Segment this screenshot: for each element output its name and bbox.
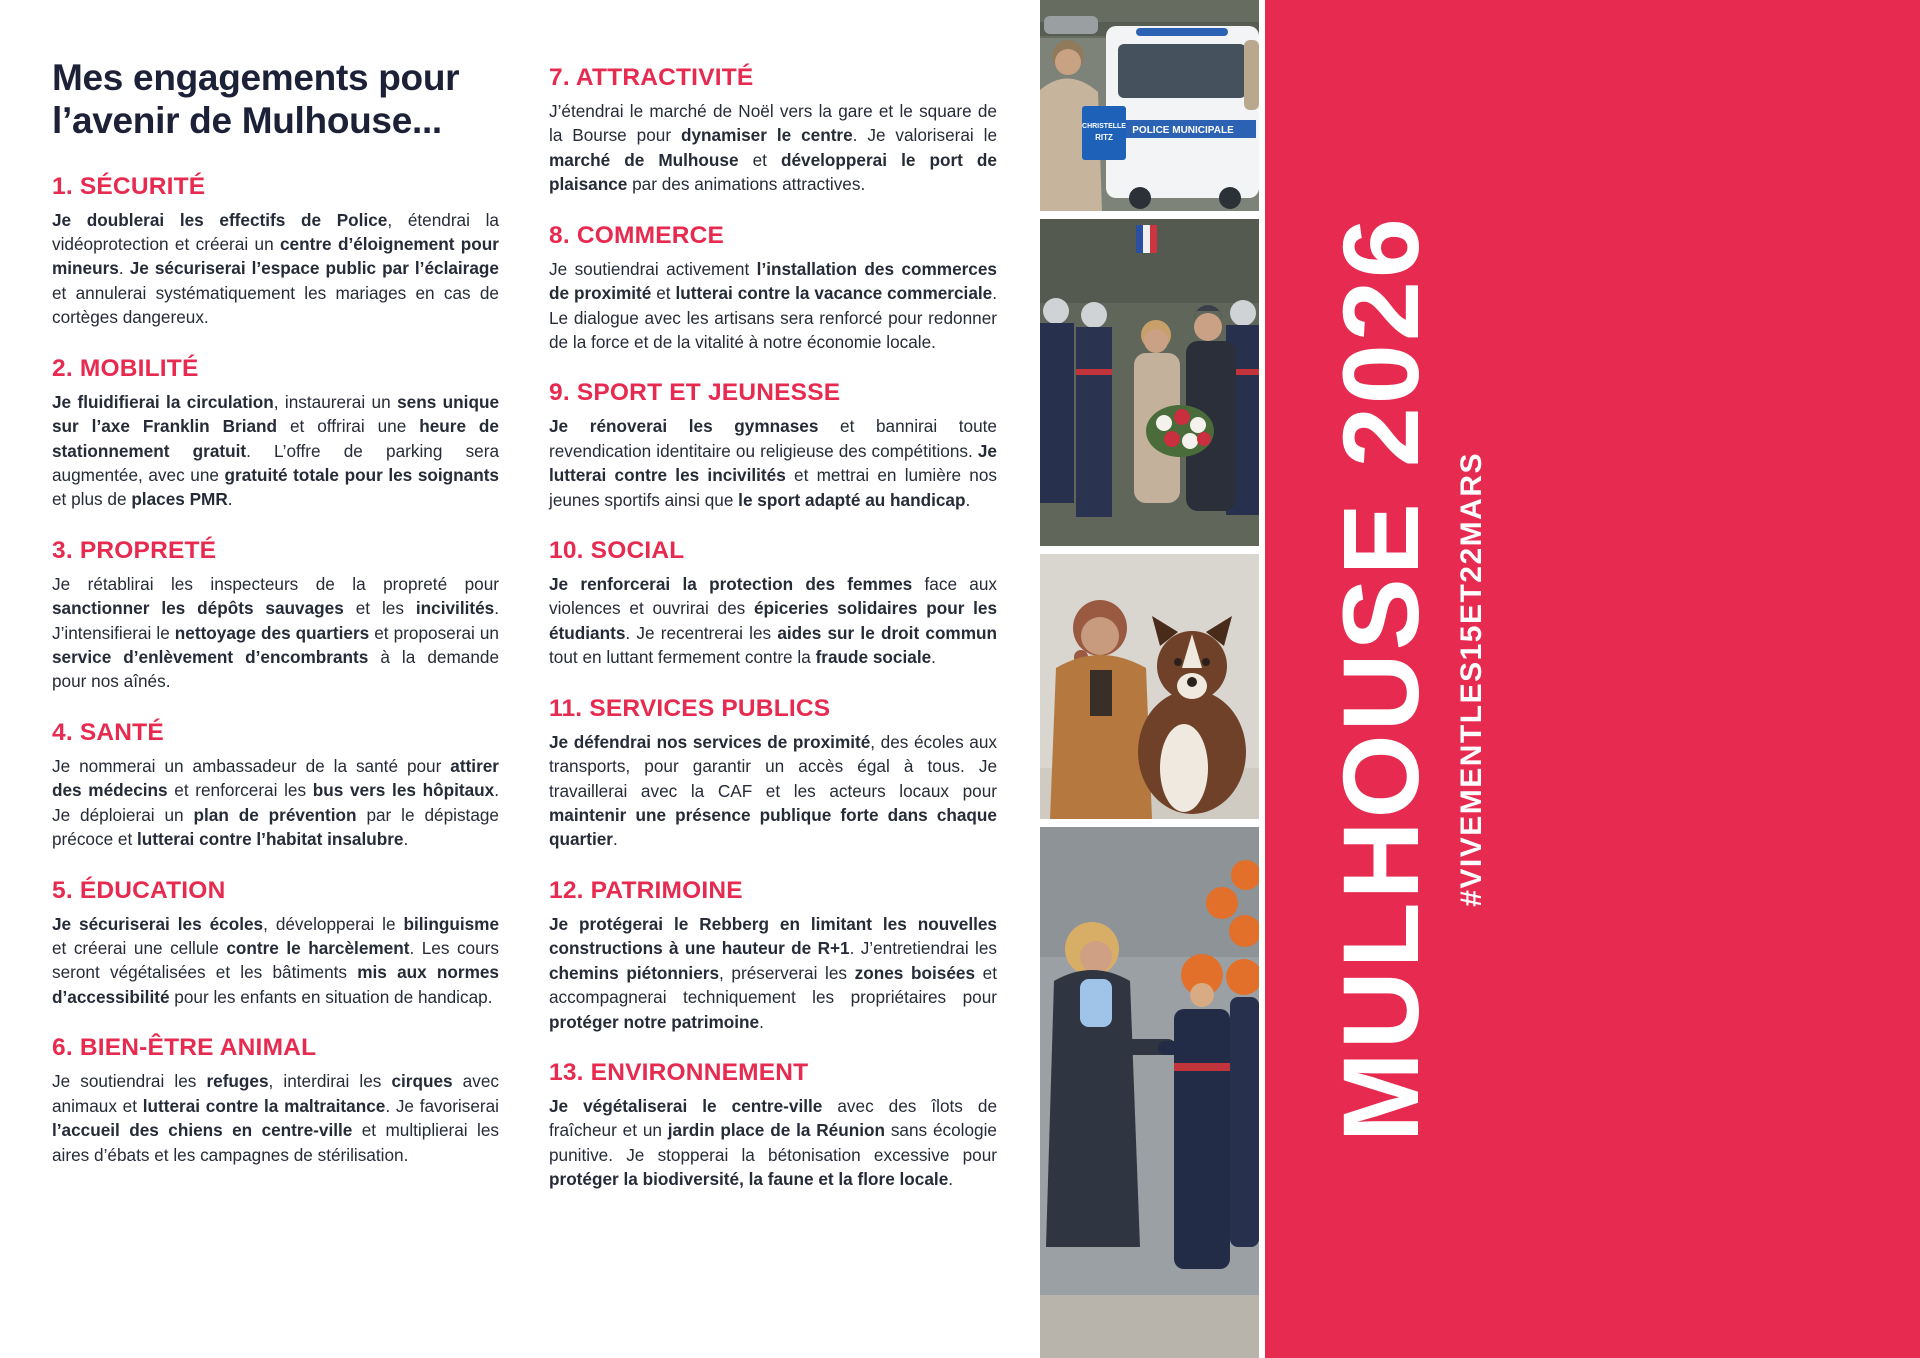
section-bien-etre-animal: [52, 1034, 499, 1167]
second-person: [1244, 40, 1259, 110]
sidebar-campaign-title: MULHOUSE 2026: [1320, 215, 1441, 1143]
section-services-publics: [549, 695, 997, 852]
section-proprete: [52, 537, 499, 694]
van-windshield: [1118, 44, 1246, 98]
section-heading-sport-et-jeunesse: 9. SPORT ET JEUNESSE: [549, 379, 841, 407]
section-body-commerce: Je soutiendrai activement l’installation des commerces de proximité et lutterai contre la vacance commerciale. Le dialogue avec les artisans sera renforcé pour redonner de la force et de la vitalité à notre économie locale.: [549, 258, 997, 352]
man-face: [1194, 313, 1222, 341]
section-body-environnement: Je végétaliserai le centre-ville avec des îlots de fraîcheur et un jardin place de la Réunion sans écologie punitive. Je stopperai la bétonisation excessive pour protéger la biodiversité, la faune et la flore locale.: [549, 1095, 998, 1190]
section-heading-securite: 1. SÉCURITÉ: [52, 172, 206, 200]
parked-car: [1044, 16, 1098, 34]
section-heading-education: 5. ÉDUCATION: [52, 876, 226, 904]
tote-bag: [1082, 106, 1126, 160]
section-heading-proprete: 3. PROPRETÉ: [52, 536, 217, 564]
section-body-patrimoine: Je protégerai le Rebberg en limitant les nouvelles constructions à une hauteur de R+1. J’entretiendrai les chemins piétonniers, préserverai les zones boisées et accompagnerai techniquement les propriétaires pour protéger notre patrimoine.: [549, 913, 997, 1032]
flower-bouquet: [1146, 405, 1214, 457]
section-social: [549, 537, 997, 670]
police-van: [1106, 26, 1259, 209]
dog-eye: [1202, 658, 1210, 666]
french-flag-icon: [1136, 225, 1157, 253]
sidebar: [1265, 0, 1920, 1358]
section-securite: [52, 173, 499, 330]
section-sport-et-jeunesse: [549, 379, 997, 512]
text-column-2: [549, 64, 997, 1217]
section-body-education: Je sécuriserai les écoles, développerai le bilinguisme et créerai une cellule contre le harcèlement. Les cours seront végétalisées et les bâtiments mis aux normes d’accessibilité pour les enfants en situation de handicap.: [52, 913, 499, 1007]
cadet-arm: [1158, 1041, 1188, 1055]
section-body-services-publics: Je défendrai nos services de proximité, des écoles aux transports, pour garantir un accès égal à tous. Je travaillerai avec la CAF et les acteurs locaux pour maintenir une présence publique forte dans chaque quartier.: [549, 731, 997, 850]
photo-woman-with-dog: [1040, 554, 1259, 819]
section-heading-mobilite: 2. MOBILITÉ: [52, 354, 199, 382]
photo-ceremony-illustration: [1040, 219, 1259, 546]
photo-column: [1040, 0, 1259, 1358]
van-stripe-label: POLICE MUNICIPALE: [1132, 125, 1234, 136]
section-sante: [52, 719, 499, 852]
uniform-stripe: [1174, 1063, 1230, 1071]
section-heading-social: 10. SOCIAL: [549, 537, 685, 565]
section-heading-sante: 4. SANTÉ: [52, 718, 164, 746]
page-title: [52, 56, 499, 143]
van-wheel: [1219, 187, 1241, 209]
section-body-sport-et-jeunesse: Je rénoverai les gymnases et bannirai toute revendication identitaire ou religieuse des compétitions. Je lutterai contre les incivilités et mettrai en lumière nos jeunes sportifs ainsi que le sport adapté au handicap.: [549, 416, 998, 510]
section-heading-patrimoine: 12. PATRIMOINE: [549, 876, 743, 904]
section-body-attractivite: J’étendrai le marché de Noël vers la gare et le square de la Bourse pour dynamiser le centre. Je valoriserai le marché de Mulhouse et développerai le port de plaisance par des animations attractives.: [549, 101, 998, 195]
section-body-social: Je renforcerai la protection des femmes face aux violences et ouvrirai des épiceries solidaires pour les étudiants. Je recentrerai les aides sur le droit commun tout en luttant fermement contre la fraude sociale.: [549, 574, 998, 668]
section-body-sante: Je nommerai un ambassadeur de la santé pour attirer des médecins et renforcerai les bus vers les hôpitaux. Je déploierai un plan de prévention par le dépistage précoce et lutterai contre l’habitat insalubre.: [52, 755, 500, 850]
woman-face: [1144, 329, 1168, 353]
light-blue-scarf: [1080, 979, 1112, 1027]
dog-nose: [1187, 677, 1197, 687]
section-attractivite: [549, 64, 997, 197]
section-body-proprete: Je rétablirai les inspecteurs de la propreté pour sanctionner les dépôts sauvages et les incivilités. J’intensifierai le nettoyage des quartiers et proposerai un service d’enlèvement d’encombrants à la demande pour nos aînés.: [52, 573, 499, 692]
section-heading-services-publics: 11. SERVICES PUBLICS: [549, 694, 831, 722]
person-face: [1055, 49, 1081, 75]
section-heading-environnement: 13. ENVIRONNEMENT: [549, 1058, 809, 1086]
cadet-uniform: [1230, 997, 1259, 1247]
van-wheel: [1129, 187, 1151, 209]
page-title-line-2: l’avenir de Mulhouse...: [52, 100, 442, 142]
sidebar-hashtag: #VIVEMENTLES15ET22MARS: [1455, 451, 1488, 907]
inner-top: [1090, 670, 1112, 716]
cadet-face: [1190, 983, 1214, 1007]
section-body-bien-etre-animal: Je soutiendrai les refuges, interdirai les cirques avec animaux et lutterai contre la maltraitance. Je favoriserai l’accueil des chiens en centre-ville et multiplierai les aires d’ébats et les campagnes de stérilisation.: [52, 1071, 499, 1165]
cadet-firefighter-behind: [1226, 959, 1259, 1247]
section-heading-bien-etre-animal: 6. BIEN-ÊTRE ANIMAL: [52, 1034, 317, 1062]
tote-bag-line-1: CHRISTELLE: [1082, 123, 1126, 130]
photo-handshake-illustration: [1040, 827, 1259, 1358]
section-body-mobilite: Je fluidifierai la circulation, instaurerai un sens unique sur l’axe Franklin Briand et offrirai une heure de stationnement gratuit. L’offre de parking sera augmentée, avec une gratuité totale pour les soignants et plus de places PMR.: [52, 391, 500, 510]
photo-police-municipale-van: [1040, 0, 1259, 211]
woman-face: [1081, 617, 1119, 655]
woman-face: [1080, 941, 1112, 973]
photo-young-firefighters: [1040, 827, 1259, 1358]
section-mobilite: [52, 355, 499, 512]
section-heading-commerce: 8. COMMERCE: [549, 221, 725, 249]
page-title-line-1: Mes engagements pour: [52, 57, 460, 98]
section-patrimoine: [549, 877, 997, 1034]
section-heading-attractivite: 7. ATTRACTIVITÉ: [549, 64, 754, 91]
photo-dog-illustration: [1040, 554, 1259, 819]
section-body-securite: Je doublerai les effectifs de Police, étendrai la vidéoprotection et créerai un centre d’éloignement pour mineurs. Je sécuriserai l’espace public par l’éclairage et annulerai systématiquement les mariages en cas de cortèges dangereux.: [52, 209, 499, 328]
section-environnement: [549, 1059, 997, 1192]
photo-police-van-illustration: [1040, 0, 1259, 211]
photo-wreath-ceremony: [1040, 219, 1259, 546]
text-column-1: [52, 56, 499, 1192]
section-commerce: [549, 222, 997, 355]
section-education: [52, 877, 499, 1010]
tote-bag-line-2: RITZ: [1095, 133, 1113, 142]
dog-chest: [1160, 724, 1208, 812]
van-lightbar: [1136, 28, 1228, 36]
dog-eye: [1174, 658, 1182, 666]
